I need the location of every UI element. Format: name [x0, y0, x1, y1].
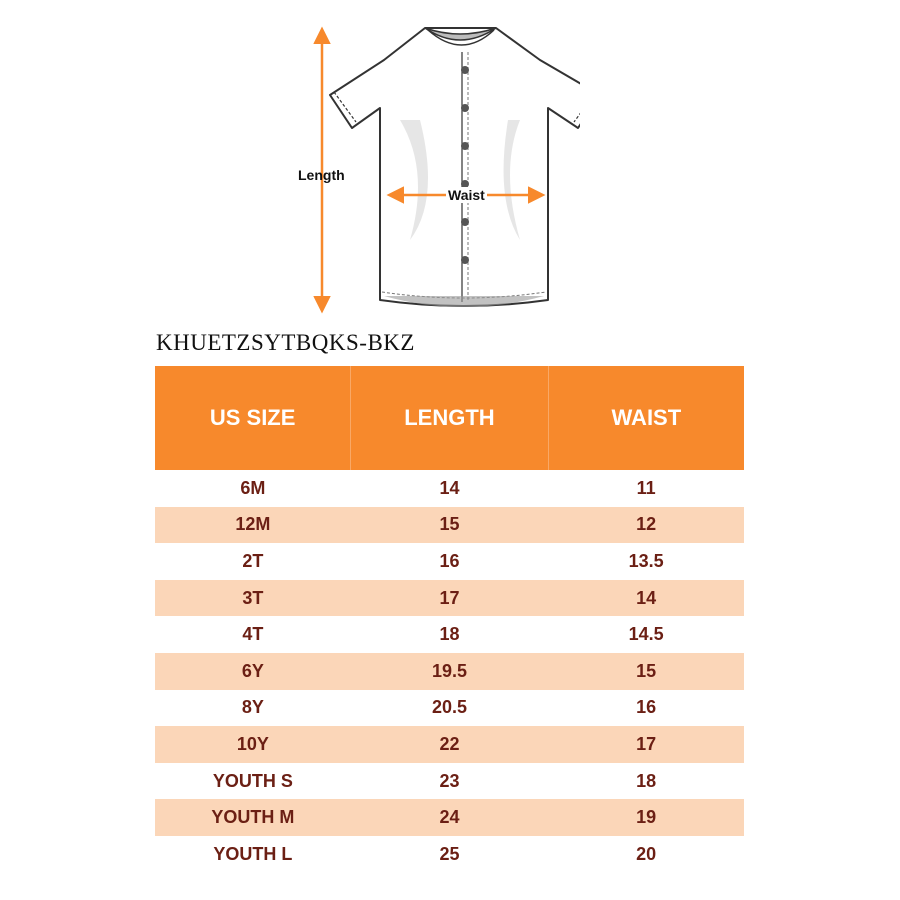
cell-size: 10Y	[155, 726, 351, 763]
cell-waist: 18	[548, 763, 744, 800]
product-code: KHUETZSYTBQKS-BKZ	[156, 330, 415, 355]
cell-size: 2T	[155, 543, 351, 580]
length-label: Length	[298, 167, 345, 183]
cell-waist: 13.5	[548, 543, 744, 580]
header-us-size: US SIZE	[155, 366, 351, 470]
table-row	[155, 543, 744, 580]
table-header-row	[155, 366, 744, 470]
cell-length: 17	[351, 580, 548, 617]
cell-length: 15	[351, 507, 548, 544]
cell-waist: 20	[548, 836, 744, 873]
size-chart-table	[155, 366, 744, 873]
cell-length: 19.5	[351, 653, 548, 690]
shirt-icon	[330, 28, 580, 307]
cell-size: 12M	[155, 507, 351, 544]
header-waist: WAIST	[548, 366, 744, 470]
cell-waist: 11	[548, 470, 744, 507]
header-length: LENGTH	[351, 366, 548, 470]
cell-size: 8Y	[155, 690, 351, 727]
table-row	[155, 470, 744, 507]
cell-waist: 12	[548, 507, 744, 544]
cell-size: YOUTH L	[155, 836, 351, 873]
table-row	[155, 799, 744, 836]
cell-waist: 15	[548, 653, 744, 690]
cell-waist: 14	[548, 580, 744, 617]
shirt-measurement-diagram	[280, 10, 580, 320]
cell-size: 4T	[155, 616, 351, 653]
cell-length: 23	[351, 763, 548, 800]
cell-waist: 16	[548, 690, 744, 727]
table-row	[155, 507, 744, 544]
cell-size: 6Y	[155, 653, 351, 690]
table-row	[155, 616, 744, 653]
cell-length: 18	[351, 616, 548, 653]
table-row	[155, 653, 744, 690]
cell-size: YOUTH S	[155, 763, 351, 800]
waist-label: Waist	[448, 187, 485, 203]
cell-size: 6M	[155, 470, 351, 507]
cell-size: YOUTH M	[155, 799, 351, 836]
table-row	[155, 836, 744, 873]
cell-waist: 17	[548, 726, 744, 763]
table-row	[155, 580, 744, 617]
cell-length: 16	[351, 543, 548, 580]
cell-waist: 19	[548, 799, 744, 836]
cell-length: 20.5	[351, 690, 548, 727]
table-row	[155, 763, 744, 800]
cell-length: 22	[351, 726, 548, 763]
table-row	[155, 690, 744, 727]
table-row	[155, 726, 744, 763]
cell-waist: 14.5	[548, 616, 744, 653]
cell-length: 25	[351, 836, 548, 873]
cell-size: 3T	[155, 580, 351, 617]
cell-length: 14	[351, 470, 548, 507]
cell-length: 24	[351, 799, 548, 836]
